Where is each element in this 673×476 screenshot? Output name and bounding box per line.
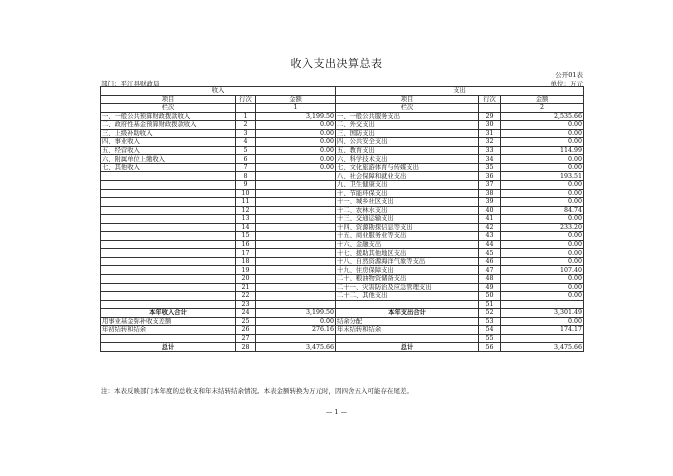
income-line-cell: 12 [236,206,256,215]
expense-amount-cell: 3,301.49 [501,309,584,318]
expense-column-blank [479,104,501,113]
expense-amount-cell: 0.00 [501,198,584,207]
income-item-cell: 五、经营收入 [101,146,236,155]
income-item-cell [101,172,236,181]
expense-section-header: 支出 [336,87,584,96]
table-row [101,257,584,266]
expense-line-cell: 55 [479,334,501,343]
income-amount-cell [256,198,336,207]
table-row [101,121,584,130]
expense-amount-cell: 0.00 [501,181,584,190]
income-amount-cell: 3,199.50 [256,309,336,318]
income-item-cell [101,292,236,301]
expense-column-label: 栏次 [336,104,479,113]
header-row-column-index [101,104,584,113]
expense-amount-cell: 0.00 [501,240,584,249]
income-amount-cell: 3,199.50 [256,112,336,121]
expense-line-cell: 39 [479,198,501,207]
expense-line-cell: 49 [479,283,501,292]
income-item-cell [101,206,236,215]
expense-amount-cell [501,300,584,309]
income-item-cell: 七、其他收入 [101,163,236,172]
income-amount-cell: 0.00 [256,138,336,147]
table-row [101,129,584,138]
expense-item-cell: 五、教育支出 [336,146,479,155]
expense-amount-cell: 0.00 [501,257,584,266]
expense-item-cell: 二、外交支出 [336,121,479,130]
income-amount-cell: 0.00 [256,163,336,172]
expense-line-cell: 35 [479,163,501,172]
income-section-header: 收入 [101,87,336,96]
expense-amount-cell: 84.74 [501,206,584,215]
table-row [101,181,584,190]
expense-item-header: 项目 [336,95,479,104]
expense-amount-cell: 233.20 [501,223,584,232]
income-item-cell: 四、事业收入 [101,138,236,147]
income-line-header: 行次 [236,95,256,104]
table-row [101,292,584,301]
expense-line-cell: 51 [479,300,501,309]
income-amount-cell [256,189,336,198]
table-row [101,317,584,326]
expense-item-cell: 四、公共安全支出 [336,138,479,147]
income-item-cell [101,266,236,275]
expense-amount-cell: 0.00 [501,121,584,130]
income-line-cell: 21 [236,283,256,292]
table-row [101,326,584,335]
expense-item-cell: 二十一、灾害防治及应急管理支出 [336,283,479,292]
header-row-columns [101,95,584,104]
income-line-cell: 15 [236,232,256,241]
income-item-cell: 总计 [101,343,236,352]
expense-amount-cell: 0.00 [501,138,584,147]
table-row [101,206,584,215]
expense-line-cell: 44 [479,240,501,249]
income-line-cell: 8 [236,172,256,181]
income-item-cell [101,232,236,241]
income-line-cell: 5 [236,146,256,155]
expense-amount-cell: 0.00 [501,292,584,301]
income-item-cell: 六、附属单位上缴收入 [101,155,236,164]
income-line-cell: 2 [236,121,256,130]
table-row [101,275,584,284]
income-column-label: 栏次 [101,104,236,113]
expense-line-cell: 34 [479,155,501,164]
expense-line-cell: 50 [479,292,501,301]
expense-amount-cell: 0.00 [501,163,584,172]
income-item-header: 项目 [101,95,236,104]
income-line-cell: 24 [236,309,256,318]
expense-line-cell: 41 [479,215,501,224]
expense-amount-cell: 107.40 [501,266,584,275]
income-line-cell: 14 [236,223,256,232]
expense-item-cell: 十八、自然资源海洋气象等支出 [336,257,479,266]
form-number: 公开01表 [555,71,583,79]
income-item-cell [101,283,236,292]
income-amount-cell [256,223,336,232]
income-amount-cell [256,232,336,241]
income-line-cell: 4 [236,138,256,147]
income-item-cell [101,249,236,258]
income-amount-cell: 0.00 [256,129,336,138]
table-row [101,343,584,352]
income-line-cell: 9 [236,181,256,190]
income-line-cell: 26 [236,326,256,335]
expense-amount-cell: 0.00 [501,249,584,258]
income-amount-cell [256,172,336,181]
table-row [101,155,584,164]
expense-amount-header: 金额 [501,95,584,104]
expense-line-cell: 32 [479,138,501,147]
expense-item-cell: 十五、商业服务业等支出 [336,232,479,241]
expense-item-cell: 九、卫生健康支出 [336,181,479,190]
expense-item-cell: 七、文化旅游体育与传媒支出 [336,163,479,172]
expense-column-index: 2 [501,104,584,113]
expense-amount-cell: 0.00 [501,317,584,326]
expense-amount-cell: 0.00 [501,275,584,284]
income-item-cell: 年初结转和结余 [101,326,236,335]
income-line-cell: 1 [236,112,256,121]
expense-item-cell [336,300,479,309]
income-amount-cell [256,283,336,292]
income-amount-cell: 0.00 [256,146,336,155]
expense-item-cell: 十七、援助其他地区支出 [336,249,479,258]
expense-amount-cell: 0.00 [501,283,584,292]
income-amount-cell [256,257,336,266]
table-row [101,146,584,155]
table-row [101,215,584,224]
income-expense-table [100,86,584,352]
expense-amount-cell: 0.00 [501,232,584,241]
income-line-cell: 6 [236,155,256,164]
income-column-index: 1 [256,104,336,113]
income-line-cell: 28 [236,343,256,352]
income-amount-header: 金额 [256,95,336,104]
income-line-cell: 19 [236,266,256,275]
table-row [101,266,584,275]
expense-amount-cell: 174.17 [501,326,584,335]
expense-amount-cell: 2,535.66 [501,112,584,121]
expense-amount-cell: 114.99 [501,146,584,155]
income-amount-cell [256,292,336,301]
expense-item-cell: 总计 [336,343,479,352]
expense-amount-cell: 3,475.66 [501,343,584,352]
income-item-cell: 用事业基金弥补收支差额 [101,317,236,326]
table-row [101,240,584,249]
income-item-cell: 一、一般公共预算财政拨款收入 [101,112,236,121]
income-item-cell [101,198,236,207]
table-row [101,232,584,241]
income-amount-cell [256,275,336,284]
expense-line-cell: 36 [479,172,501,181]
expense-line-cell: 31 [479,129,501,138]
expense-amount-cell [501,334,584,343]
income-item-cell: 三、上级补助收入 [101,129,236,138]
table-row [101,163,584,172]
table-row [101,223,584,232]
expense-item-cell: 一、一般公共服务支出 [336,112,479,121]
expense-line-cell: 43 [479,232,501,241]
expense-line-cell: 30 [479,121,501,130]
income-item-cell [101,257,236,266]
income-line-cell: 27 [236,334,256,343]
expense-item-cell: 十九、住房保障支出 [336,266,479,275]
income-amount-cell [256,249,336,258]
table-row [101,138,584,147]
table-row [101,189,584,198]
report-title: 收入支出决算总表 [290,57,383,70]
income-line-cell: 3 [236,129,256,138]
expense-item-cell: 十一、城乡社区支出 [336,198,479,207]
department-label: 部门：平江县财政局 [101,80,160,88]
income-item-cell [101,223,236,232]
table-row [101,172,584,181]
income-line-cell: 13 [236,215,256,224]
income-item-cell [101,215,236,224]
expense-amount-cell: 0.00 [501,189,584,198]
table-row [101,300,584,309]
income-amount-cell [256,181,336,190]
income-line-cell: 20 [236,275,256,284]
expense-line-cell: 56 [479,343,501,352]
expense-line-cell: 45 [479,249,501,258]
expense-item-cell: 二十、粮油物资储备支出 [336,275,479,284]
expense-line-cell: 42 [479,223,501,232]
income-amount-cell [256,334,336,343]
income-amount-cell [256,206,336,215]
table-row [101,249,584,258]
income-item-cell: 二、政府性基金预算财政拨款收入 [101,121,236,130]
expense-amount-cell: 0.00 [501,155,584,164]
expense-line-cell: 40 [479,206,501,215]
income-line-cell: 25 [236,317,256,326]
income-line-cell: 18 [236,257,256,266]
income-amount-cell: 0.00 [256,317,336,326]
income-line-cell: 22 [236,292,256,301]
income-amount-cell [256,240,336,249]
expense-item-cell: 六、科学技术支出 [336,155,479,164]
income-item-cell [101,240,236,249]
income-amount-cell: 276.16 [256,326,336,335]
table-row [101,309,584,318]
income-item-cell [101,181,236,190]
expense-line-cell: 38 [479,189,501,198]
table-row [101,283,584,292]
expense-amount-cell: 193.51 [501,172,584,181]
income-item-cell: 本年收入合计 [101,309,236,318]
page-number: — 1 — [325,408,348,416]
expense-line-cell: 54 [479,326,501,335]
income-item-cell [101,275,236,284]
income-item-cell [101,334,236,343]
table-row [101,112,584,121]
expense-amount-cell: 0.00 [501,215,584,224]
expense-line-cell: 52 [479,309,501,318]
income-column-blank [236,104,256,113]
income-amount-cell: 3,475.66 [256,343,336,352]
income-amount-cell [256,300,336,309]
expense-item-cell: 八、社会保障和就业支出 [336,172,479,181]
income-amount-cell: 0.00 [256,155,336,164]
income-line-cell: 16 [236,240,256,249]
income-item-cell [101,300,236,309]
expense-amount-cell: 0.00 [501,129,584,138]
expense-item-cell: 本年支出合计 [336,309,479,318]
expense-line-cell: 46 [479,257,501,266]
expense-item-cell: 十四、资源勘探信息等支出 [336,223,479,232]
income-line-cell: 17 [236,249,256,258]
income-line-cell: 7 [236,163,256,172]
header-row-sections [101,87,584,96]
expense-item-cell: 二十二、其他支出 [336,292,479,301]
expense-line-header: 行次 [479,95,501,104]
income-item-cell [101,189,236,198]
unit-label: 单位：万元 [550,80,583,88]
expense-line-cell: 37 [479,181,501,190]
expense-item-cell: 十三、交通运输支出 [336,215,479,224]
table-row [101,334,584,343]
footnote: 注：本表反映部门本年度的总收支和年末结转结余情况。本表金额转换为万元时，因四舍五入可能存在尾差。 [101,387,413,395]
expense-item-cell: 十、节能环保支出 [336,189,479,198]
income-amount-cell [256,215,336,224]
income-amount-cell: 0.00 [256,121,336,130]
table-row [101,198,584,207]
expense-item-cell: 年末结转和结余 [336,326,479,335]
income-amount-cell [256,266,336,275]
expense-line-cell: 53 [479,317,501,326]
expense-line-cell: 29 [479,112,501,121]
expense-line-cell: 47 [479,266,501,275]
expense-line-cell: 48 [479,275,501,284]
expense-item-cell: 结余分配 [336,317,479,326]
expense-item-cell: 三、国防支出 [336,129,479,138]
income-line-cell: 23 [236,300,256,309]
expense-item-cell: 十二、农林水支出 [336,206,479,215]
income-line-cell: 11 [236,198,256,207]
income-line-cell: 10 [236,189,256,198]
expense-line-cell: 33 [479,146,501,155]
expense-item-cell [336,334,479,343]
expense-item-cell: 十六、金融支出 [336,240,479,249]
